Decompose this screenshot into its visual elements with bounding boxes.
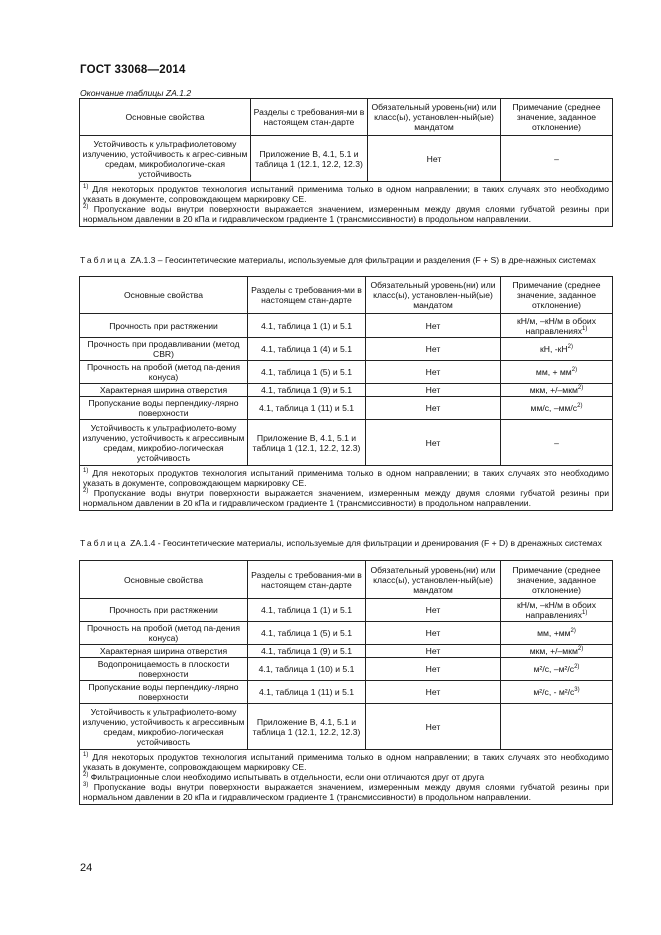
cell-section: Приложение В, 4.1, 5.1 и таблица 1 (12.1, 12.2, 12.3) xyxy=(248,420,366,466)
cell-note: – xyxy=(501,136,613,182)
cell-note: мкм, +/–мкм$^{2)}$ xyxy=(501,645,613,658)
cell-level: Нет xyxy=(366,338,501,361)
table-caption: Таблица ZA.1.4 - Геосинтетические материалы, используемые для фильтрации и дренирования (F + D) в дренажных системах xyxy=(80,538,602,548)
footnote: $^{1)}$ Для некоторых продуктов технология испытаний применима только в одном направлении; в таких случаях это необходимо указать в документе, сопровождающем маркировку СЕ. xyxy=(83,468,609,488)
cell-section: 4.1, таблица 1 (10) и 5.1 xyxy=(248,658,366,681)
cell-property: Характерная ширина отверстия xyxy=(80,384,248,397)
cell-level: Нет xyxy=(366,681,501,704)
footnotes-cell xyxy=(80,466,613,511)
footnotes-row xyxy=(80,466,613,511)
cell-property: Прочность при растяжении xyxy=(80,599,248,622)
footnote: $^{3)}$ Пропускание воды внутри поверхности выражается значением, измеренным между двумя слоями губчатой резины при нормальном давлении в 20 кПа и гидравлическом градиенте 1 (трансмиссивности) в продольном направлении. xyxy=(83,782,609,802)
header-cell: Основные свойства xyxy=(80,561,248,599)
cell-note: кН/м, –кН/м в обоих направлениях$^{1)}$ xyxy=(501,599,613,622)
footnotes-row xyxy=(80,182,613,227)
cell-section: 4.1, таблица 1 (5) и 5.1 xyxy=(248,622,366,645)
cell-property: Устойчивость к ультрафиолето-вому излучению, устойчивость к агрессивным средам, микробио-логическая устойчивость xyxy=(80,704,248,750)
cell-property: Водопроницаемость в плоскости поверхности xyxy=(80,658,248,681)
table-row xyxy=(80,645,613,658)
cell-property: Устойчивость к ультрафиолетовому излучению, устойчивость к агрес-сивным средам, микробиологиче-ская устойчивость xyxy=(80,136,251,182)
cell-level: Нет xyxy=(368,136,501,182)
table-row xyxy=(80,622,613,645)
header-cell: Обязательный уровень(ни) или класс(ы), установлен-ный(ые) мандатом xyxy=(366,561,501,599)
cell-level: Нет xyxy=(366,622,501,645)
footnotes-cell xyxy=(80,750,613,805)
header-cell: Разделы с требования-ми в настоящем стан-дарте xyxy=(248,561,366,599)
table-row xyxy=(80,361,613,384)
cell-level: Нет xyxy=(366,645,501,658)
cell-level: Нет xyxy=(366,384,501,397)
cell-note: м²/с, - $м^2/с^{3)}$ xyxy=(501,681,613,704)
cell-property: Прочность при растяжении xyxy=(80,314,248,338)
cell-section: 4.1, таблица 1 (11) и 5.1 xyxy=(248,397,366,420)
footnote: $^{2)}$ Пропускание воды внутри поверхности выражается значением, измеренным между двумя слоями губчатой резины при нормальном давлении в 20 кПа и гидравлическом градиенте 1 (трансмиссивности) в продольном направлении. xyxy=(83,204,609,224)
cell-property: Прочность при продавливании (метод CBR) xyxy=(80,338,248,361)
header-cell: Примечание (среднее значение, заданное отклонение) xyxy=(501,277,613,314)
table-row xyxy=(80,420,613,466)
table-caption: Окончание таблицы ZA.1.2 xyxy=(80,88,192,98)
table-header-row xyxy=(80,99,613,136)
cell-level: Нет xyxy=(366,397,501,420)
cell-property: Прочность на пробой (метод па-дения конуса) xyxy=(80,361,248,384)
table-row xyxy=(80,599,613,622)
footnotes-cell xyxy=(80,182,613,227)
table-row xyxy=(80,704,613,750)
cell-level: Нет xyxy=(366,704,501,750)
table-row xyxy=(80,136,613,182)
cell-note: кН, $-кН^{2)}$ xyxy=(501,338,613,361)
table-za-1-2 xyxy=(79,98,613,227)
table-header-row xyxy=(80,277,613,314)
cell-level: Нет xyxy=(366,658,501,681)
cell-section: 4.1, таблица 1 (11) и 5.1 xyxy=(248,681,366,704)
cell-note: – xyxy=(501,420,613,466)
cell-property: Прочность на пробой (метод па-дения конуса) xyxy=(80,622,248,645)
cell-note: мм, $+мм^{2)}$ xyxy=(501,622,613,645)
table-za-1-4 xyxy=(79,560,613,805)
page-number: 24 xyxy=(80,862,93,874)
cell-property: Устойчивость к ультрафиолето-вому излучению, устойчивость к агрессивным средам, микробио-логическая устойчивость xyxy=(80,420,248,466)
cell-level: Нет xyxy=(366,599,501,622)
table-row xyxy=(80,658,613,681)
table-row xyxy=(80,338,613,361)
footnotes-row xyxy=(80,750,613,805)
cell-property: Характерная ширина отверстия xyxy=(80,645,248,658)
table-row xyxy=(80,681,613,704)
footnote: $^{1)}$ Для некоторых продуктов технология испытаний применима только в одном направлении; в таких случаях это необходимо указать в документе, сопровождающем маркировку СЕ. xyxy=(83,752,609,772)
cell-section: Приложение В, 4.1, 5.1 и таблица 1 (12.1, 12.2, 12.3) xyxy=(248,704,366,750)
cell-section: 4.1, таблица 1 (1) и 5.1 xyxy=(248,599,366,622)
cell-level: Нет xyxy=(366,314,501,338)
header-cell: Основные свойства xyxy=(80,277,248,314)
document-header: ГОСТ 33068—2014 xyxy=(80,64,186,76)
cell-section: 4.1, таблица 1 (9) и 5.1 xyxy=(248,384,366,397)
header-cell: Примечание (среднее значение, заданное отклонение) xyxy=(501,99,613,136)
footnote: $^{2)}$ Фильтрационные слои необходимо испытывать в отдельности, если они отличаются друг от друга xyxy=(83,772,485,782)
cell-note: м²/с, $-м^2/с^{2)}$ xyxy=(501,658,613,681)
cell-property: Пропускание воды перпендику-лярно поверхности xyxy=(80,681,248,704)
table-caption: Таблица ZA.1.3 – Геосинтетические материалы, используемые для фильтрации и разделения (F + S) в дре-нажных системах xyxy=(80,255,596,265)
cell-property: Пропускание воды перпендику-лярно поверхности xyxy=(80,397,248,420)
cell-section: 4.1, таблица 1 (1) и 5.1 xyxy=(248,314,366,338)
table-row xyxy=(80,314,613,338)
table-row xyxy=(80,384,613,397)
cell-note: мкм, +/–мкм$^{2)}$ xyxy=(501,384,613,397)
cell-note: кН/м, –кН/м в обоих направлениях$^{1)}$ xyxy=(501,314,613,338)
cell-note: мм/с, $-мм/с^{2)}$ xyxy=(501,397,613,420)
table-row xyxy=(80,397,613,420)
cell-level: Нет xyxy=(366,420,501,466)
cell-section: 4.1, таблица 1 (9) и 5.1 xyxy=(248,645,366,658)
cell-section: 4.1, таблица 1 (5) и 5.1 xyxy=(248,361,366,384)
header-cell: Основные свойства xyxy=(80,99,251,136)
header-cell: Примечание (среднее значение, заданное отклонение) xyxy=(501,561,613,599)
header-cell: Разделы с требования-ми в настоящем стан-дарте xyxy=(248,277,366,314)
header-cell: Разделы с требования-ми в настоящем стан-дарте xyxy=(251,99,368,136)
cell-section: Приложение В, 4.1, 5.1 и таблица 1 (12.1, 12.2, 12.3) xyxy=(251,136,368,182)
table-za-1-3 xyxy=(79,276,613,511)
cell-level: Нет xyxy=(366,361,501,384)
cell-section: 4.1, таблица 1 (4) и 5.1 xyxy=(248,338,366,361)
header-cell: Обязательный уровень(ни) или класс(ы), установлен-ный(ые) мандатом xyxy=(366,277,501,314)
footnote: $^{1)}$ Для некоторых продуктов технология испытаний применима только в одном направлении; в таких случаях это необходимо указать в документе, сопровождающем маркировку СЕ. xyxy=(83,184,609,204)
table-header-row xyxy=(80,561,613,599)
cell-note: мм, + $мм^{2)}$ xyxy=(501,361,613,384)
cell-note xyxy=(501,704,613,750)
header-cell: Обязательный уровень(ни) или класс(ы), установлен-ный(ые) мандатом xyxy=(368,99,501,136)
footnote: $^{2)}$ Пропускание воды внутри поверхности выражается значением, измеренным между двумя слоями губчатой резины при нормальном давлении в 20 кПа и гидравлическом градиенте 1 (трансмиссивности) в продольном направлении. xyxy=(83,488,609,508)
